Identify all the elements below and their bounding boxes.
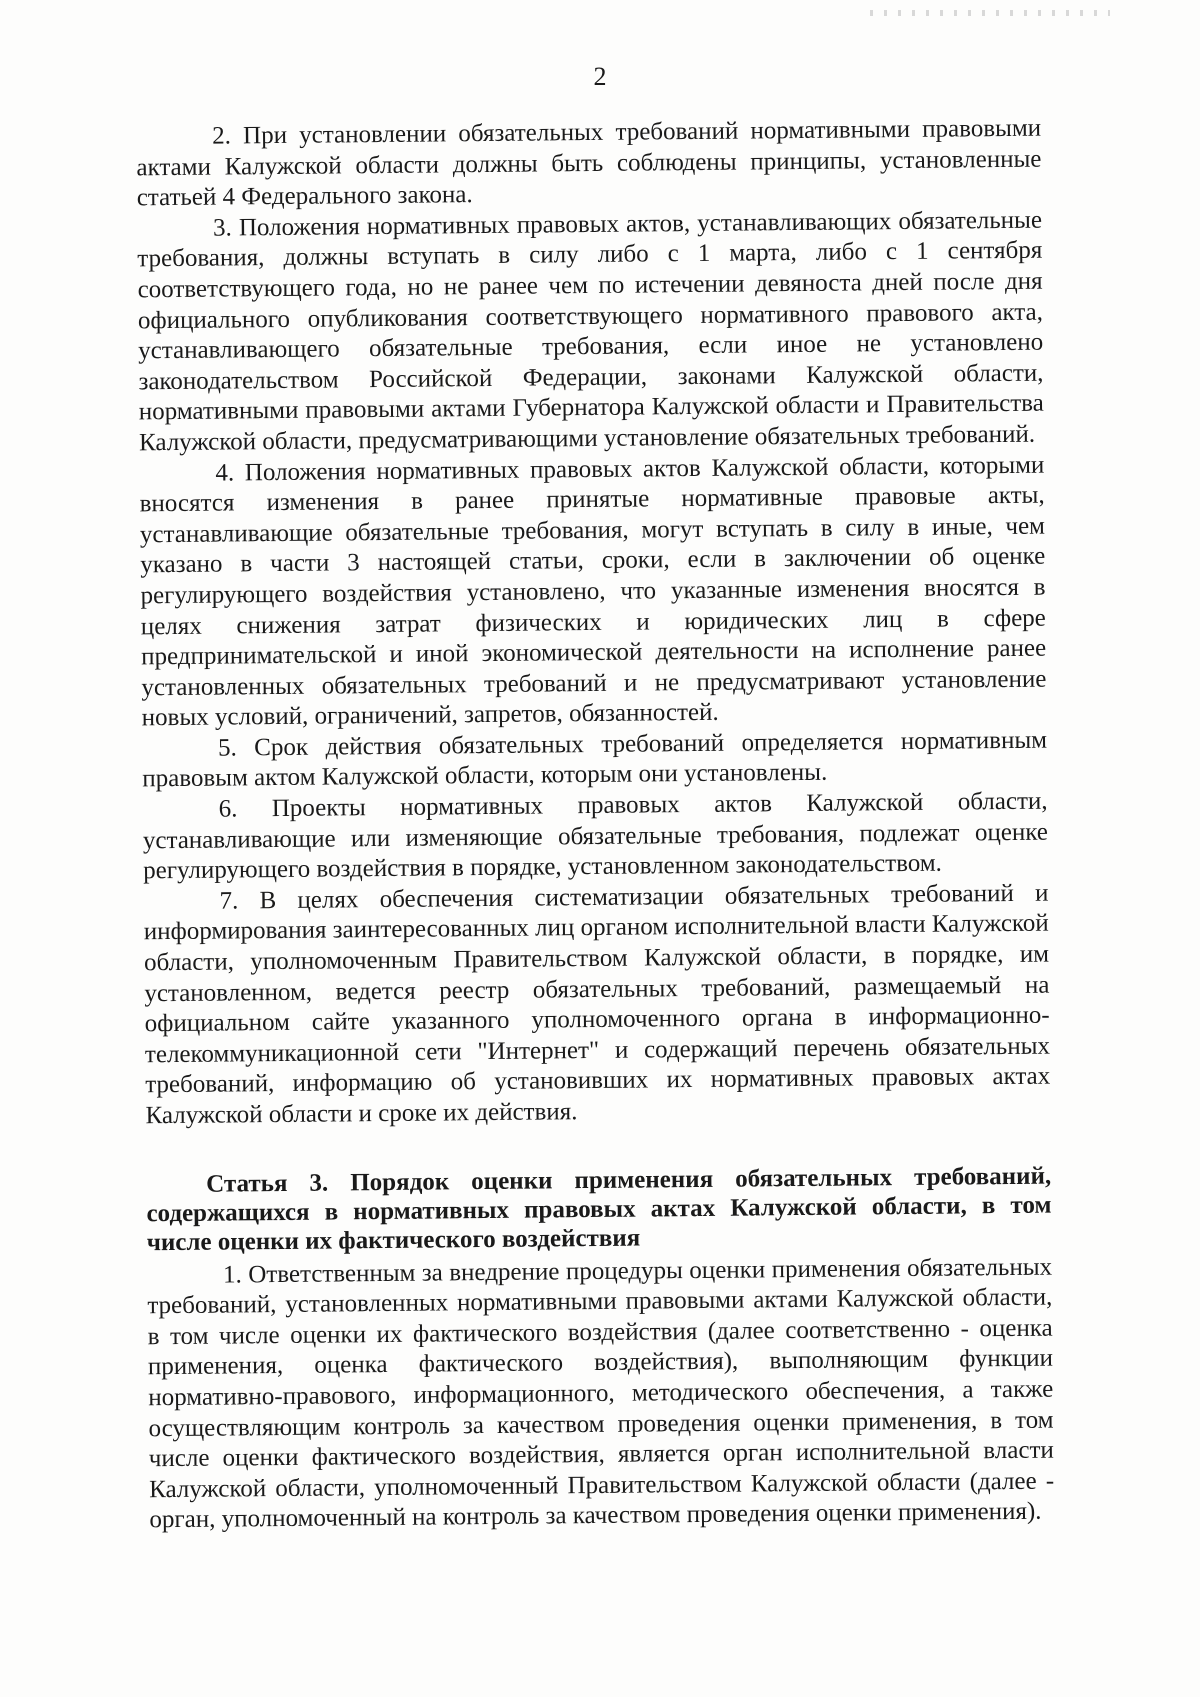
scan-artifact — [870, 10, 1110, 16]
article-heading: Статья 3. Порядок оценки применения обязательных требований, содержащихся в нормативных правовых актах Калужской области, в том числе оценки их фактического воздействия — [146, 1162, 1052, 1256]
paragraph-item-7: 7. В целях обеспечения систематизации обязательных требований и информирования заинтересованных лиц органом исполнительной власти Калужской области, уполномоченным Правительством Калужской области, в порядке, им установленном, ведется реестр обязательных требований, размещаемый на официальном сайте указанного уполномоченного органа в информационно-телекоммуникационной сети "Интернет" и содержащий перечень обязательных требований, информацию об установивших их нормативных правовых актах Калужской области и сроке их действия. — [143, 879, 1051, 1130]
page-number: 2 — [593, 62, 607, 91]
paragraph-item-5: 5. Срок действия обязательных требований определяется нормативным правовым актом Калужской области, которым они установлены. — [142, 726, 1048, 793]
document-body — [136, 114, 1055, 1537]
paragraph-item-6: 6. Проекты нормативных правовых актов Калужской области, устанавливающие или изменяющие обязательные требования, подлежат оценке регулирующего воздействия в порядке, установленном законодательством. — [142, 787, 1049, 885]
paragraph-item-4: 4. Положения нормативных правовых актов Калужской области, которыми вносятся изменения в ранее принятые нормативные правовые акты, устанавливающие обязательные требования, могут вступать в силу в иные, чем указано в части 3 настоящей статьи, сроки, если в заключении об оценке регулирующего воздействия установлено, что указанные изменения вносятся в целях снижения затрат физических и юридических лиц в сфере предпринимательской и иной экономической деятельности на исполнение ранее установленных обязательных требований и не предусматривают установление новых условий, ограничений, запретов, обязанностей. — [139, 451, 1047, 732]
paragraph-item-2: 2. При установлении обязательных требований нормативными правовыми актами Калужской области должны быть соблюдены принципы, установленные статьей 4 Федерального закона. — [136, 114, 1042, 212]
paragraph-article3-item-1: 1. Ответственным за внедрение процедуры оценки применения обязательных требований, установленных нормативными правовыми актами Калужской области, в том числе оценки их фактического воздействия (далее соответственно - оценка применения, оценка фактического воздействия), выполняющим функции нормативно-правового, информационного, методического обеспечения, а также осуществляющим контроль за качеством проведения оценки применения, в том числе оценки фактического воздействия, является орган исполнительной власти Калужской области, уполномоченный Правительством Калужской области (далее - орган, уполномоченный на контроль за качеством проведения оценки применения). — [147, 1253, 1055, 1534]
paragraph-item-3: 3. Положения нормативных правовых актов, устанавливающих обязательные требования, должны вступать в силу либо с 1 марта, либо с 1 сентября соответствующего года, но не ранее чем по истечении девяноста дней после дня официального опубликования соответствующего нормативного правового акта, устанавливающего обязательные требования, если иное не установлено законодательством Российской Федерации, законами Калужской области, нормативными правовыми актами Губернатора Калужской области и Правительства Калужской области, предусматривающими установление обязательных требований. — [137, 206, 1044, 457]
